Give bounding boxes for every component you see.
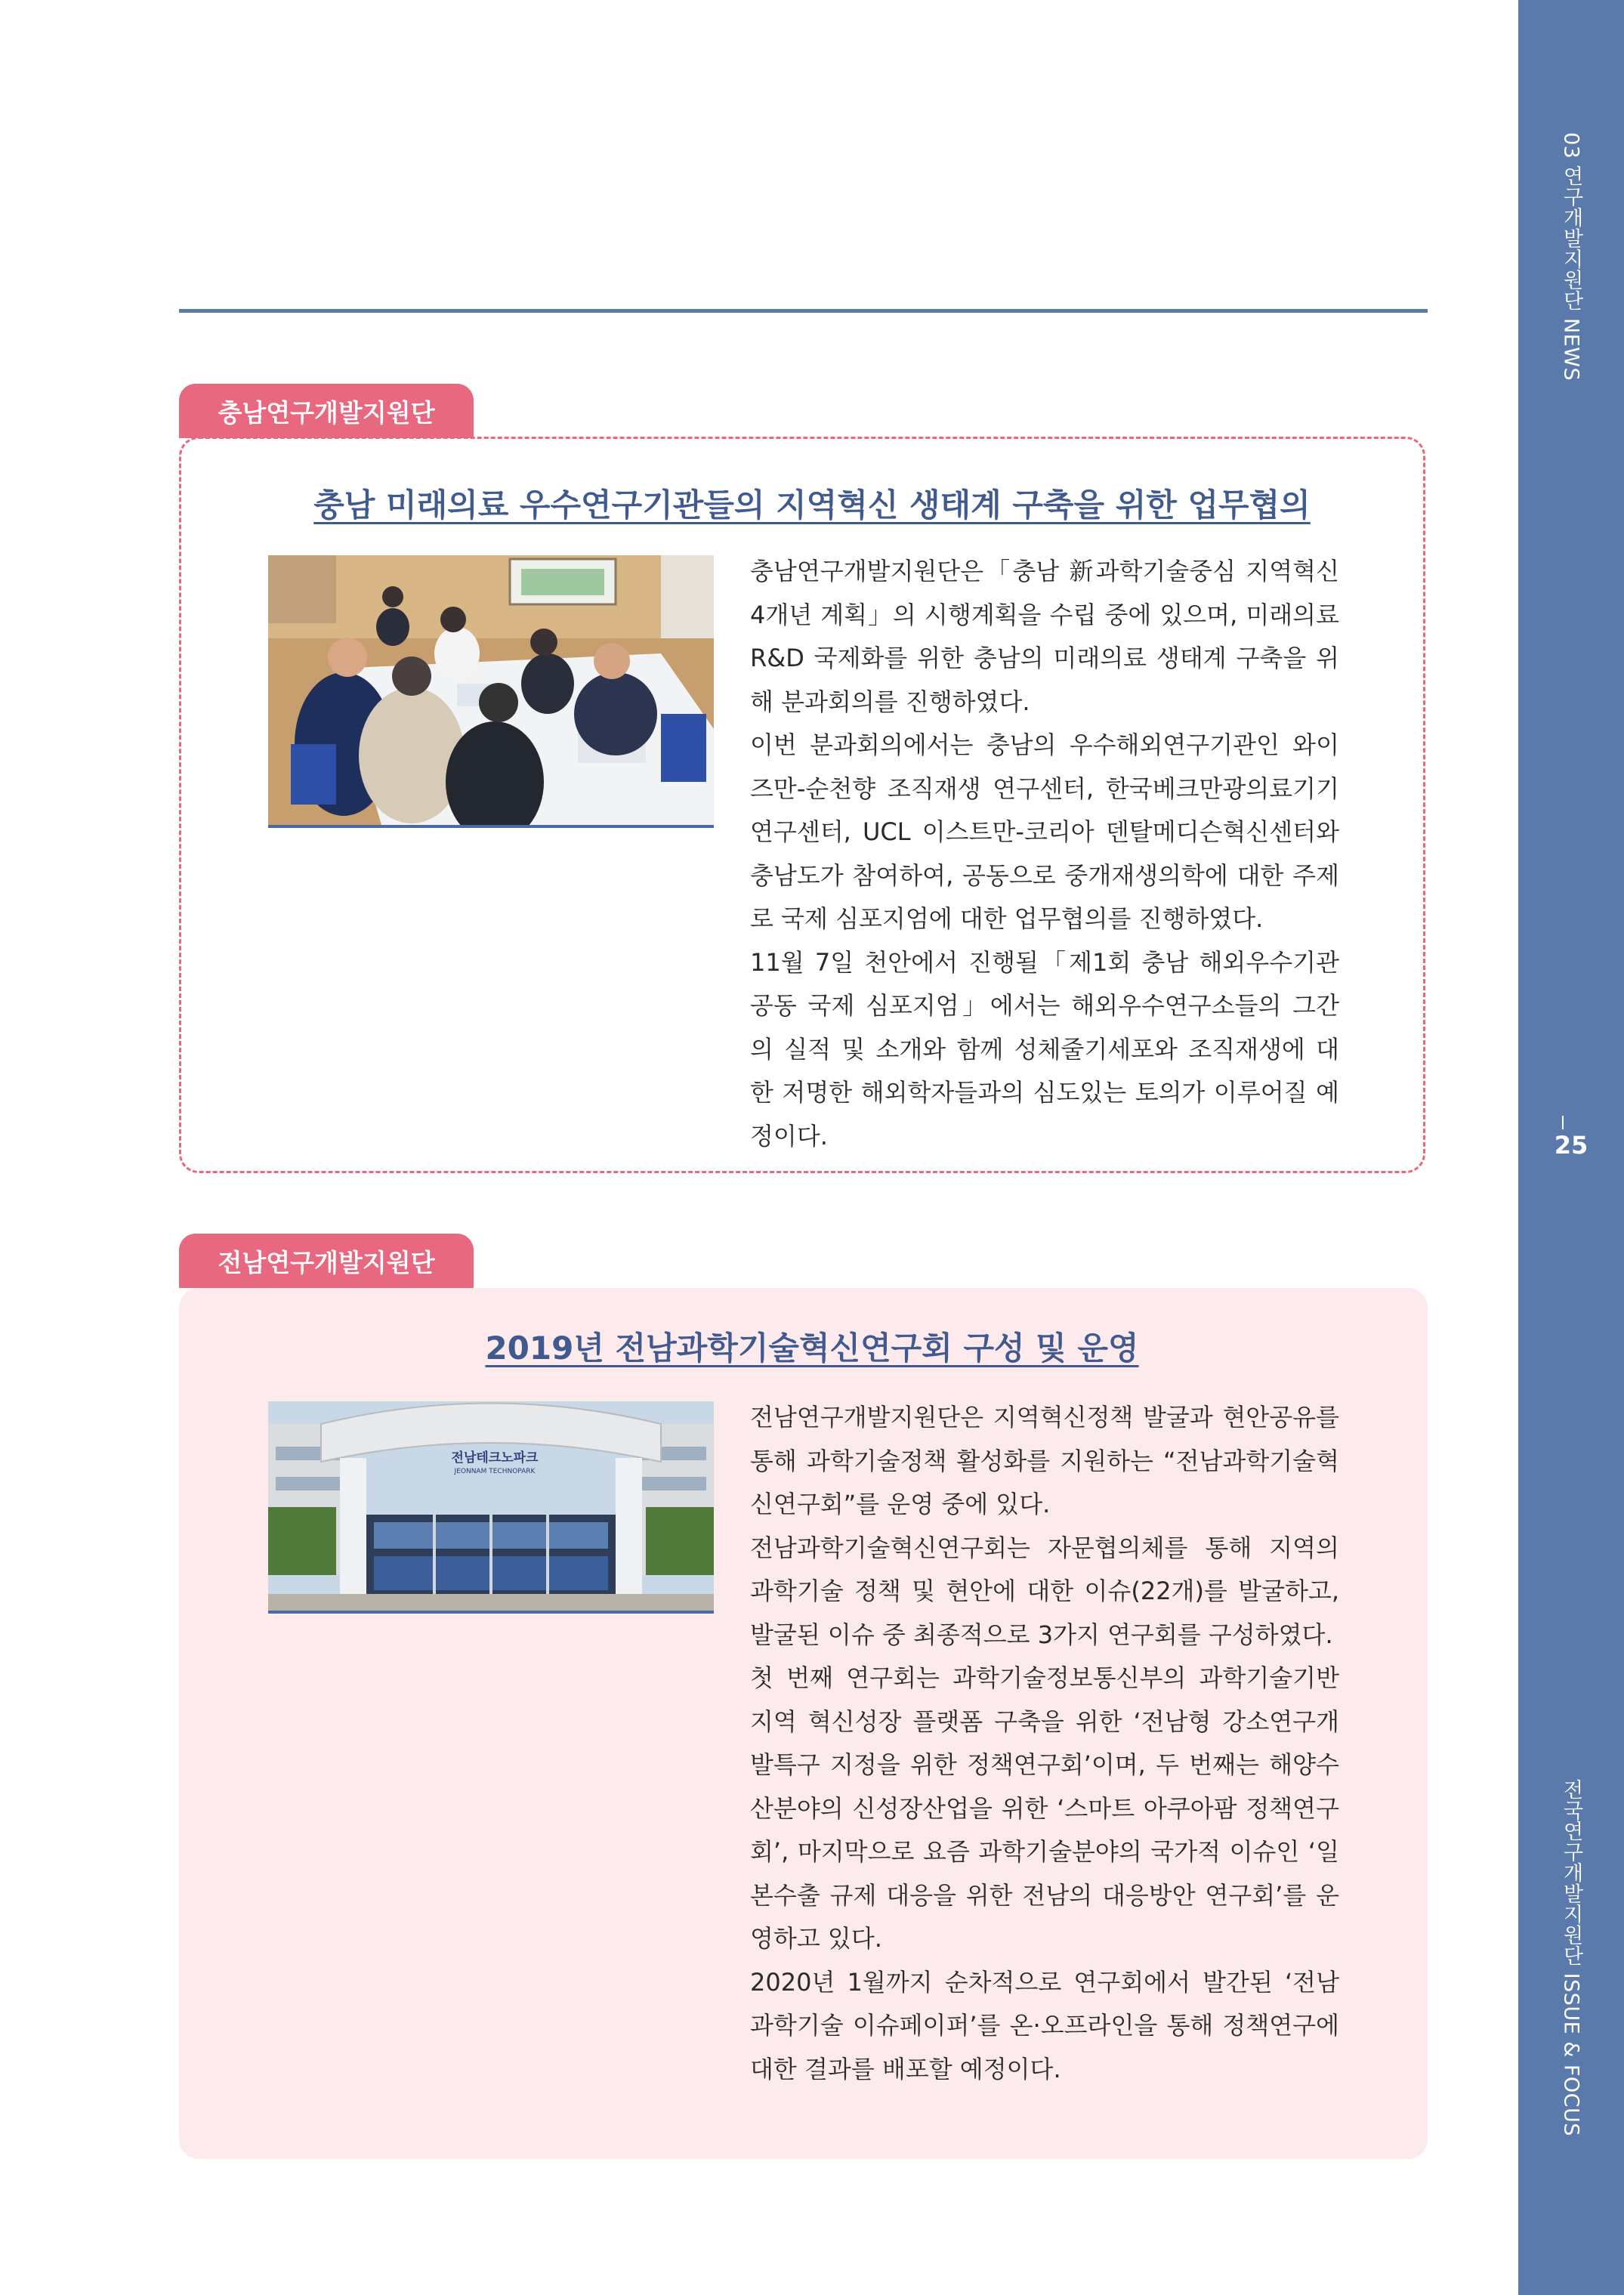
paragraph: 11월 7일 천안에서 진행될「제1회 충남 해외우수기관 공동 국제 심포지엄」에서는 해외우수연구소들의 그간의 실적 및 소개와 함께 성체줄기세포와 조직재생에 대한 저명한 해외학자들과의 심도있는 토의가 이루어질 예정이다. [750, 947, 1339, 1151]
paragraph: 충남연구개발지원단은「충남 新과학기술중심 지역혁신 4개년 계획」의 시행계획을 수립 중에 있으며, 미래의료 R&D 국제화를 위한 충남의 미래의료 생태계 구축을 위해 분과회의를 진행하였다. [750, 557, 1339, 716]
paragraph: 첫 번째 연구회는 과학기술정보통신부의 과학기술기반 지역 혁신성장 플랫폼 구축을 위한 ‘전남형 강소연구개발특구 지정을 위한 정책연구회’이며, 두 번째는 해양수산분야의 신성장산업을 위한 ‘스마트 아쿠아팜 정책연구회’, 마지막으로 요즘 과학기술분야의 국가적 이슈인 ‘일본수출 규제 대응을 위한 전남의 대응방안 연구회’를 운영하고 있다. [750, 1663, 1339, 1953]
sidebar [1518, 0, 1624, 2295]
meeting-photo [268, 555, 714, 828]
article-body-chungnam [750, 550, 1339, 1158]
section-label: 03 연구개발지원단 NEWS [1559, 132, 1583, 381]
sign-english: JEONNAM TECHNOPARK [454, 1468, 536, 1475]
page-number: 25 [1554, 1131, 1588, 1160]
magazine-label: 전국연구개발지원단 ISSUE & FOCUS [1559, 1779, 1583, 2136]
paragraph: 이번 분과회의에서는 충남의 우수해외연구기관인 와이즈만-순천향 조직재생 연구센터, 한국베크만광의료기기연구센터, UCL 이스트만-코리아 덴탈메디슨혁신센터와 충남도가 참여하여, 공동으로 중개재생의학에 대한 주제로 국제 심포지엄에 대한 업무협의를 진행하였다. [750, 731, 1339, 933]
section-tab-jeonnam: 전남연구개발지원단 [179, 1234, 474, 1288]
paragraph: 전남연구개발지원단은 지역혁신정책 발굴과 현안공유를 통해 과학기술정책 활성화를 지원하는 “전남과학기술혁신연구회”를 운영 중에 있다. [750, 1403, 1339, 1518]
paragraph: 2020년 1월까지 순차적으로 연구회에서 발간된 ‘전남 과학기술 이슈페이퍼’를 온·오프라인을 통해 정책연구에 대한 결과를 배포할 예정이다. [750, 1967, 1339, 2083]
section-tab-chungnam: 충남연구개발지원단 [179, 384, 474, 438]
header-rule [179, 309, 1428, 313]
article-title-chungnam: 충남 미래의료 우수연구기관들의 지역혁신 생태계 구축을 위한 업무협의 [313, 486, 1311, 524]
page-number-divider [1562, 1116, 1564, 1129]
article-body-jeonnam [750, 1396, 1339, 2091]
paragraph: 전남과학기술혁신연구회는 자문협의체를 통해 지역의 과학기술 정책 및 현안에 대한 이슈(22개)를 발굴하고, 발굴된 이슈 중 최종적으로 3가지 연구회를 구성하였다. [750, 1533, 1339, 1649]
sign-korean: 전남테크노파크 [451, 1450, 539, 1466]
article-title-jeonnam: 2019년 전남과학기술혁신연구회 구성 및 운영 [485, 1330, 1139, 1367]
technopark-building-photo [268, 1401, 714, 1614]
